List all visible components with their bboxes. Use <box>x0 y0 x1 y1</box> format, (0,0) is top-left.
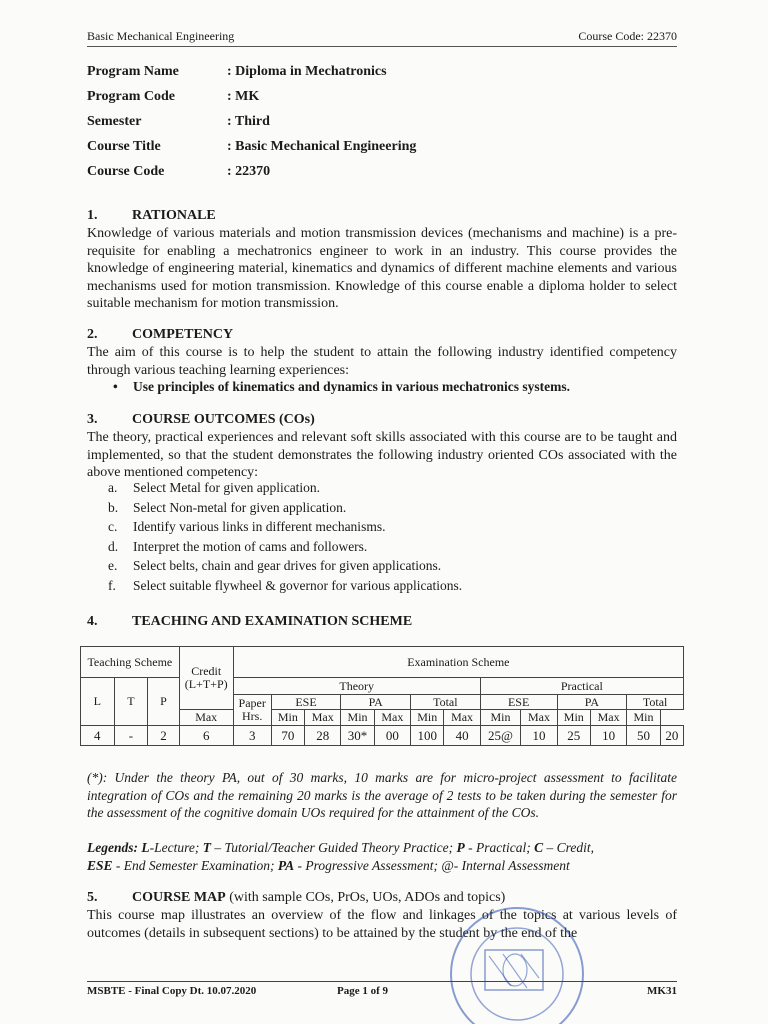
list-text: Select belts, chain and gear drives for given applications. <box>133 558 442 573</box>
cell-p: 2 <box>148 726 179 746</box>
info-key: Semester <box>87 114 142 129</box>
header-course-title: Basic Mechanical Engineering <box>87 29 235 43</box>
theory-total-header: Total <box>411 695 481 710</box>
practical-header: Practical <box>480 678 683 695</box>
section-number: 5. <box>87 890 98 905</box>
cell-theory-pa-min: 00 <box>374 726 410 746</box>
cell-practical-pa-max: 25 <box>557 726 590 746</box>
competency-bullet <box>113 379 570 395</box>
min-header: Min <box>411 710 444 726</box>
info-key: Program Name <box>87 64 179 79</box>
info-row <box>87 89 607 114</box>
list-letter: c. <box>108 519 118 534</box>
cell-practical-ese-max: 25@ <box>480 726 521 746</box>
section-number: 3. <box>87 412 98 427</box>
header-course-code: Course Code: 22370 <box>578 29 677 43</box>
seal-stamp-icon <box>437 906 585 1024</box>
section-title: COURSE MAP <box>132 890 226 905</box>
list-item <box>108 500 462 520</box>
theory-pa-header: PA <box>341 695 411 710</box>
list-text: Select Metal for given application. <box>133 480 321 495</box>
section-scheme-heading <box>87 614 412 630</box>
info-row <box>87 139 607 164</box>
list-letter: d. <box>108 538 119 554</box>
coursemap-text: This course map illustrates an overview of the flow and linkages of the topics at various levels of outcomes (details in subsequent sections) to be attained by the student by the end of the <box>87 908 677 941</box>
bullet-icon: • <box>113 379 118 394</box>
list-text: Interpret the motion of cams and followers. <box>133 538 368 554</box>
cell-theory-ese-max: 70 <box>271 726 304 746</box>
info-key: Course Title <box>87 139 161 154</box>
section-coursemap-heading <box>87 890 505 906</box>
list-letter: b. <box>108 499 119 515</box>
cell-practical-pa-min: 10 <box>590 726 626 746</box>
section-number: 1. <box>87 208 98 223</box>
table-row <box>81 726 684 746</box>
legend-term: C <box>534 840 544 855</box>
cell-theory-total-max: 100 <box>411 726 444 746</box>
list-item <box>108 519 462 539</box>
cell-theory-total-min: 40 <box>444 726 480 746</box>
list-item <box>108 539 462 559</box>
footer-copy-date: MSBTE - Final Copy Dt. 10.07.2020 <box>87 985 257 997</box>
max-header: Max <box>179 710 233 726</box>
info-row <box>87 64 607 89</box>
legend-desc: -Lecture; <box>149 840 203 855</box>
scheme-table <box>80 646 684 746</box>
cell-paper-hrs: 3 <box>233 726 271 746</box>
legend-desc: - Practical; <box>464 840 535 855</box>
legend-term: T <box>202 840 211 855</box>
info-value: : Basic Mechanical Engineering <box>227 139 417 154</box>
info-value: : 22370 <box>227 164 271 179</box>
footer-code: MK31 <box>647 985 677 997</box>
outcomes-list <box>108 480 462 597</box>
list-letter: a. <box>108 480 118 495</box>
p-header: P <box>148 678 179 726</box>
paper-hrs-header: Paper Hrs. <box>233 695 271 726</box>
cell-practical-total-min: 20 <box>660 726 683 746</box>
info-key: Course Code <box>87 164 165 179</box>
max-header: Max <box>521 710 557 726</box>
section-number: 2. <box>87 327 98 342</box>
min-header: Min <box>341 710 374 726</box>
practical-total-header: Total <box>627 695 684 710</box>
legend-desc: – Tutorial/Teacher Guided Theory Practice; <box>210 840 457 855</box>
cell-credit: 6 <box>179 726 233 746</box>
cell-theory-pa-max: 30* <box>341 726 374 746</box>
program-info <box>87 64 607 189</box>
legend-term: L <box>141 840 150 855</box>
legend-desc: - Progressive Assessment; @- Internal Assessment <box>294 857 570 873</box>
info-row <box>87 164 607 189</box>
section-title: COMPETENCY <box>132 327 234 342</box>
list-letter: f. <box>108 577 116 593</box>
competency-text: The aim of this course is to help the student to attain the following industry identified competency through various teaching learning experiences: <box>87 345 677 378</box>
list-text: Select Non-metal for given application. <box>133 499 347 515</box>
list-item <box>108 480 462 500</box>
theory-header: Theory <box>233 678 480 695</box>
min-header: Min <box>557 710 590 726</box>
t-header: T <box>114 678 148 726</box>
practical-ese-header: ESE <box>480 695 557 710</box>
list-text: Select suitable flywheel & governor for various applications. <box>133 577 463 593</box>
cell-theory-ese-min: 28 <box>305 726 341 746</box>
min-header: Min <box>627 710 660 726</box>
max-header: Max <box>374 710 410 726</box>
rationale-text: Knowledge of various materials and motion transmission devices (mechanisms and machine) is a pre-requisite for enabling a mechatronics engineer to work in an industry. This course provides the knowledge of engineering material, kinematics and dynamics of different machine elements and various mechanisms used for motion transmission. Knowledge of this course enable a diploma holder to select suitable mechanism for motion transmission. <box>87 226 677 311</box>
max-header: Max <box>305 710 341 726</box>
legend-term: P <box>456 840 465 855</box>
competency-bullet-text: Use principles of kinematics and dynamics in various mechatronics systems. <box>133 379 571 394</box>
section-number: 4. <box>87 614 98 629</box>
page-header <box>87 29 677 47</box>
legend-desc: – Credit, <box>543 840 594 855</box>
section-competency-heading <box>87 327 233 343</box>
section-title-suffix: (with sample COs, PrOs, UOs, ADOs and topics) <box>225 890 506 905</box>
legend-desc: - End Semester Examination; <box>112 857 278 873</box>
examination-scheme-header: Examination Scheme <box>233 647 683 678</box>
section-title: COURSE OUTCOMES (COs) <box>132 412 315 427</box>
info-row <box>87 114 607 139</box>
min-header: Min <box>271 710 304 726</box>
info-value: : Third <box>227 114 270 129</box>
min-header: Min <box>480 710 521 726</box>
practical-pa-header: PA <box>557 695 627 710</box>
list-item <box>108 578 462 598</box>
legend-term: ESE <box>87 857 113 873</box>
max-header: Max <box>444 710 480 726</box>
theory-ese-header: ESE <box>271 695 341 710</box>
section-title: TEACHING AND EXAMINATION SCHEME <box>132 614 413 629</box>
legend-label: Legends: <box>87 840 138 855</box>
info-value: : MK <box>227 89 260 104</box>
footer-page-number: Page 1 of 9 <box>337 985 389 997</box>
credit-header: Credit (L+T+P) <box>179 647 233 710</box>
cell-practical-total-max: 50 <box>627 726 660 746</box>
cell-l: 4 <box>81 726 115 746</box>
outcomes-text: The theory, practical experiences and relevant soft skills associated with this course are to be taught and implemented, so that the student demonstrates the following industry oriented COs associated with the above mentioned competency: <box>87 430 677 480</box>
section-title: RATIONALE <box>132 208 216 223</box>
legend <box>87 839 677 874</box>
list-item <box>108 558 462 578</box>
theory-pa-note: (*): Under the theory PA, out of 30 marks, 10 marks are for micro-project assessment to facilitate integration of COs and the remaining 20 marks is the average of 2 tests to be taken during the semester for the assessment of the cognitive domain UOs required for the attainment of the COs. <box>87 770 677 820</box>
info-key: Program Code <box>87 89 175 104</box>
list-letter: e. <box>108 558 118 573</box>
l-header: L <box>81 678 115 726</box>
cell-t: - <box>114 726 148 746</box>
max-header: Max <box>590 710 626 726</box>
cell-practical-ese-min: 10 <box>521 726 557 746</box>
section-rationale-heading <box>87 208 216 224</box>
section-outcomes-heading <box>87 412 315 428</box>
legend-term: PA <box>277 857 295 873</box>
list-text: Identify various links in different mechanisms. <box>133 519 386 534</box>
info-value: : Diploma in Mechatronics <box>227 64 387 79</box>
page-footer <box>87 981 677 999</box>
teaching-scheme-header: Teaching Scheme <box>81 647 180 678</box>
